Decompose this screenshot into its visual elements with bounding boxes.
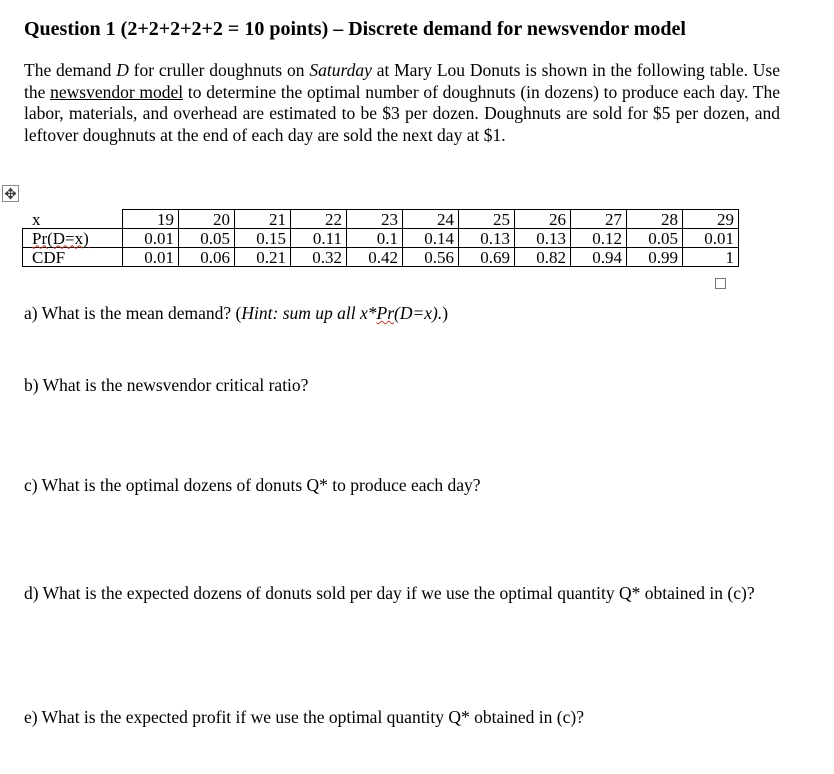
- hint-text-1: Hint: sum up all x*: [241, 303, 377, 323]
- problem-statement: [24, 60, 780, 146]
- question-b: b) What is the newsvendor critical ratio?: [24, 375, 309, 395]
- x-cell: 19: [123, 210, 179, 229]
- x-cell: 23: [347, 210, 403, 229]
- question-a-close: ): [442, 303, 449, 323]
- row-label-pr: [23, 229, 123, 248]
- pr-cell: 0.01: [683, 229, 739, 248]
- x-cell: 20: [179, 210, 235, 229]
- pr-cell: 0.1: [347, 229, 403, 248]
- demand-variable: D: [116, 60, 129, 80]
- x-cell: 22: [291, 210, 347, 229]
- cdf-cell: 0.01: [123, 248, 179, 267]
- table-row-pr: [23, 229, 739, 248]
- day-name: Saturday: [309, 60, 372, 80]
- hint-text-2: (D=x).: [394, 303, 443, 323]
- pr-cell: 0.11: [291, 229, 347, 248]
- intro-text-3: at Mary Lou Donuts is shown in the following table. Use the: [24, 60, 780, 102]
- pr-cell: 0.12: [571, 229, 627, 248]
- pr-cell: 0.15: [235, 229, 291, 248]
- x-cell: 28: [627, 210, 683, 229]
- table-resize-handle[interactable]: [715, 278, 726, 289]
- cdf-cell: 0.94: [571, 248, 627, 267]
- table-row-cdf: [23, 248, 739, 267]
- hint-pr-word: Pr: [376, 303, 395, 323]
- question-c: c) What is the optimal dozens of donuts Q* to produce each day?: [24, 475, 481, 495]
- pr-spell-underline: Pr(D=x): [32, 228, 89, 248]
- question-title: Question 1 (2+2+2+2+2 = 10 points) – Discrete demand for newsvendor model: [24, 18, 686, 40]
- cdf-cell: 1: [683, 248, 739, 267]
- table-row-x: [23, 210, 739, 229]
- cdf-cell: 0.82: [515, 248, 571, 267]
- pr-cell: 0.05: [179, 229, 235, 248]
- x-cell: 25: [459, 210, 515, 229]
- cdf-cell: 0.32: [291, 248, 347, 267]
- intro-text-4: to determine the optimal number of doughnuts (in dozens) to produce each day. The labor, materials, and overhead are estimated to be $3 per dozen. Doughnuts are sold for $5 per dozen, and leftover doughnuts at the end of each day are sold the next day at $1.: [24, 81, 780, 145]
- pr-cell: 0.01: [123, 229, 179, 248]
- cdf-cell: 0.69: [459, 248, 515, 267]
- cdf-cell: 0.99: [627, 248, 683, 267]
- intro-text-2: for cruller doughnuts on: [128, 60, 310, 80]
- cdf-cell: 0.42: [347, 248, 403, 267]
- pr-cell: 0.13: [515, 229, 571, 248]
- x-cell: 21: [235, 210, 291, 229]
- x-cell: 26: [515, 210, 571, 229]
- x-cell: 24: [403, 210, 459, 229]
- question-a-text: a) What is the mean demand? (: [24, 303, 242, 323]
- x-cell: 29: [683, 210, 739, 229]
- row-label-x: x: [23, 210, 123, 229]
- cdf-cell: 0.56: [403, 248, 459, 267]
- intro-text-1: The demand: [24, 60, 117, 80]
- pr-cell: 0.14: [403, 229, 459, 248]
- pr-cell: 0.13: [459, 229, 515, 248]
- pr-cell: 0.05: [627, 229, 683, 248]
- move-cross-icon[interactable]: ✥: [2, 185, 19, 202]
- x-cell: 27: [571, 210, 627, 229]
- cdf-cell: 0.06: [179, 248, 235, 267]
- question-d: d) What is the expected dozens of donuts sold per day if we use the optimal quantity Q* obtained in (c)?: [24, 583, 755, 603]
- question-a-hint: [241, 303, 442, 323]
- question-a: [24, 303, 794, 324]
- newsvendor-model-link[interactable]: newsvendor model: [50, 81, 184, 102]
- cdf-cell: 0.21: [235, 248, 291, 267]
- row-label-cdf: CDF: [23, 248, 123, 267]
- demand-distribution-table: [22, 209, 739, 267]
- question-e: e) What is the expected profit if we use the optimal quantity Q* obtained in (c)?: [24, 707, 584, 727]
